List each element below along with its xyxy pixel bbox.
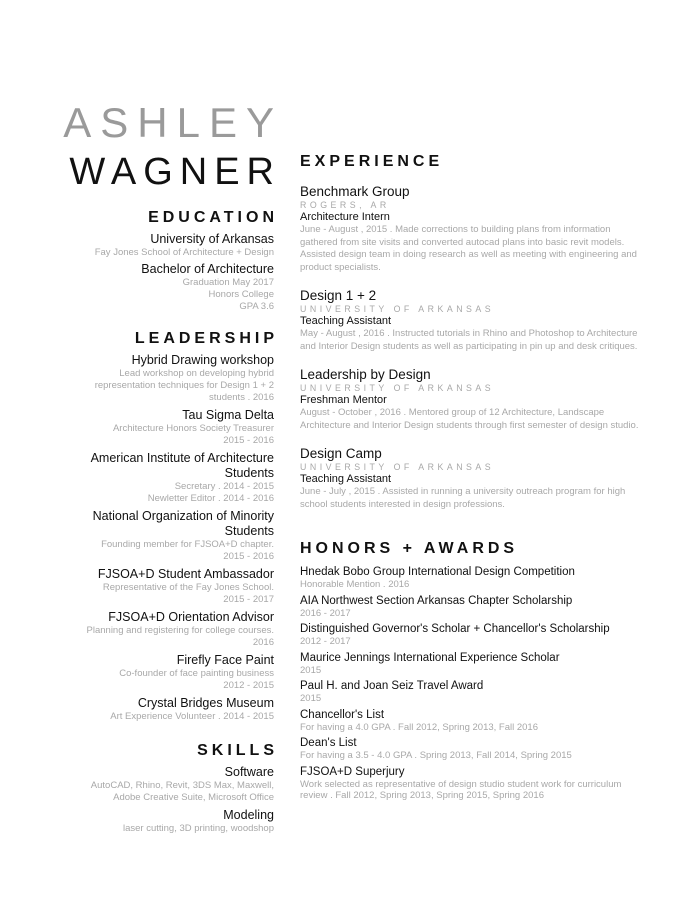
award-title: Chancellor's List	[300, 708, 385, 721]
experience-place: UNIVERSITY OF ARKANSAS	[300, 383, 495, 393]
leadership-item	[40, 567, 274, 606]
experience-item	[300, 446, 650, 511]
skills-item-title: Software	[224, 765, 274, 779]
skills-item	[40, 765, 274, 804]
leadership-item-line: Founding member for FJSOA+D chapter.	[101, 539, 274, 550]
education-honors: Honors College	[208, 289, 274, 300]
leadership-item-line: 2012 - 2015	[223, 680, 274, 691]
leadership-item-line: 2016	[252, 637, 274, 648]
leadership-item	[40, 451, 274, 505]
education-section	[40, 232, 274, 313]
experience-role: Teaching Assistant	[300, 315, 392, 327]
experience-item	[300, 184, 650, 274]
award-detail: 2012 - 2017	[300, 636, 351, 647]
leadership-item-line: Planning and registering for college courses.	[86, 625, 274, 636]
award-item	[300, 736, 650, 762]
education-graduation: Graduation May 2017	[182, 277, 274, 288]
leadership-item	[40, 408, 274, 447]
experience-description: May - August , 2016 . Instructed tutorials in Rhino and Photoshop to Architecture and Interior Design students as well as participating in pin up and desk critiques.	[300, 328, 638, 352]
award-detail: 2015	[300, 664, 322, 676]
award-title: Maurice Jennings International Experience Scholar	[300, 651, 560, 664]
experience-role: Freshman Mentor	[300, 394, 387, 406]
experience-title: Leadership by Design	[300, 367, 431, 382]
award-item	[300, 594, 650, 620]
education-school: University of Arkansas	[150, 232, 274, 246]
skills-item	[40, 808, 274, 835]
experience-role: Architecture Intern	[300, 211, 390, 223]
experience-role: Teaching Assistant	[300, 473, 392, 485]
experience-item	[300, 367, 650, 432]
award-title: Distinguished Governor's Scholar + Chancellor's Scholarship	[300, 623, 610, 635]
leadership-item-line: Secretary . 2014 - 2015	[174, 481, 274, 492]
award-item	[300, 622, 650, 648]
award-detail: Work selected as representative of design studio student work for curriculum review . Fall 2012, Spring 2013, Spring 2015, Spring 2016	[300, 778, 622, 801]
leadership-item-line: students . 2016	[209, 392, 274, 403]
education-heading: EDUCATION	[148, 209, 278, 226]
leadership-item-title: Hybrid Drawing workshop	[131, 353, 274, 367]
last-name: WAGNER	[69, 151, 281, 193]
award-item	[300, 651, 650, 677]
award-item	[300, 565, 650, 591]
leadership-item-line: representation techniques for Design 1 + 2	[94, 380, 274, 391]
first-name: ASHLEY	[63, 99, 283, 146]
education-degree: Bachelor of Architecture	[141, 262, 274, 276]
award-detail: 2015	[300, 693, 322, 704]
leadership-item-title: FJSOA+D Orientation Advisor	[108, 610, 274, 624]
award-item	[300, 765, 650, 802]
experience-item	[300, 288, 650, 353]
award-title: Dean's List	[300, 737, 357, 749]
award-detail: For having a 4.0 GPA . Fall 2012, Spring 2013, Fall 2016	[300, 721, 538, 733]
leadership-item-line: Co-founder of face painting business	[119, 668, 274, 679]
leadership-item	[40, 353, 274, 404]
award-item	[300, 708, 650, 734]
honors-heading: HONORS + AWARDS	[300, 540, 519, 557]
leadership-item-line: Architecture Honors Society Treasurer	[112, 423, 274, 434]
experience-description: June - August , 2015 . Made corrections to building plans from information gathered from site visits and converted autocad plans into basic revit models. Assisted design team in doing research as well as meeting with engineering and product specialists.	[300, 224, 637, 273]
award-detail: For having a 3.5 - 4.0 GPA . Spring 2013, Fall 2014, Spring 2015	[300, 750, 572, 761]
experience-place: UNIVERSITY OF ARKANSAS	[300, 304, 495, 314]
award-title: AIA Northwest Section Arkansas Chapter Scholarship	[300, 594, 573, 607]
leadership-item-title: Crystal Bridges Museum	[137, 696, 274, 710]
leadership-heading: LEADERSHIP	[134, 330, 278, 347]
award-title: Paul H. and Joan Seiz Travel Award	[300, 680, 484, 692]
skills-heading: SKILLS	[197, 742, 278, 759]
leadership-item	[40, 509, 274, 563]
leadership-section	[40, 353, 274, 723]
leadership-item	[40, 696, 274, 723]
experience-title: Design Camp	[300, 446, 382, 461]
leadership-item-title: National Organization of Minority Students	[92, 509, 274, 538]
education-college: Fay Jones School of Architecture + Design	[94, 247, 274, 258]
honors-section	[300, 565, 650, 802]
right-column	[300, 152, 650, 802]
left-column	[40, 99, 283, 835]
experience-description: June - July , 2015 . Assisted in running a university outreach program for high school students interested in design professions.	[300, 486, 626, 510]
skills-section	[40, 765, 274, 835]
leadership-item-title: Tau Sigma Delta	[182, 408, 274, 422]
award-detail: 2016 - 2017	[300, 607, 351, 619]
leadership-item-line: Newletter Editor . 2014 - 2016	[147, 493, 274, 504]
education-gpa: GPA 3.6	[239, 301, 274, 312]
award-title: Hnedak Bobo Group International Design Competition	[300, 566, 575, 578]
experience-title: Design 1 + 2	[300, 288, 377, 303]
skills-item-line: AutoCAD, Rhino, Revit, 3DS Max, Maxwell,	[90, 780, 274, 791]
leadership-item-title: American Institute of Architecture Students	[90, 451, 274, 480]
leadership-item-line: 2015 - 2017	[223, 594, 274, 605]
leadership-item-line: Representative of the Fay Jones School.	[102, 582, 274, 593]
experience-heading: EXPERIENCE	[300, 153, 444, 170]
leadership-item-line: Art Experience Volunteer . 2014 - 2015	[110, 711, 274, 722]
experience-place: UNIVERSITY OF ARKANSAS	[300, 462, 495, 472]
award-item	[300, 679, 650, 705]
leadership-item-line: 2015 - 2016	[223, 551, 274, 562]
skills-item-line: laser cutting, 3D printing, woodshop	[122, 823, 274, 834]
skills-item-title: Modeling	[223, 808, 274, 822]
skills-item-line: Adobe Creative Suite, Microsoft Office	[113, 792, 274, 803]
leadership-item	[40, 653, 274, 692]
leadership-item-line: Lead workshop on developing hybrid	[119, 368, 274, 379]
leadership-item-title: Firefly Face Paint	[176, 653, 274, 667]
experience-title: Benchmark Group	[300, 184, 410, 199]
leadership-item	[40, 610, 274, 649]
award-title: FJSOA+D Superjury	[300, 765, 405, 778]
experience-description: August - October , 2016 . Mentored group of 12 Architecture, Landscape Architecture and Interior Design students through first semester of design studio.	[300, 407, 639, 431]
award-detail: Honorable Mention . 2016	[300, 579, 410, 590]
experience-place: ROGERS, AR	[300, 200, 390, 210]
leadership-item-line: 2015 - 2016	[223, 435, 274, 446]
leadership-item-title: FJSOA+D Student Ambassador	[97, 567, 274, 581]
